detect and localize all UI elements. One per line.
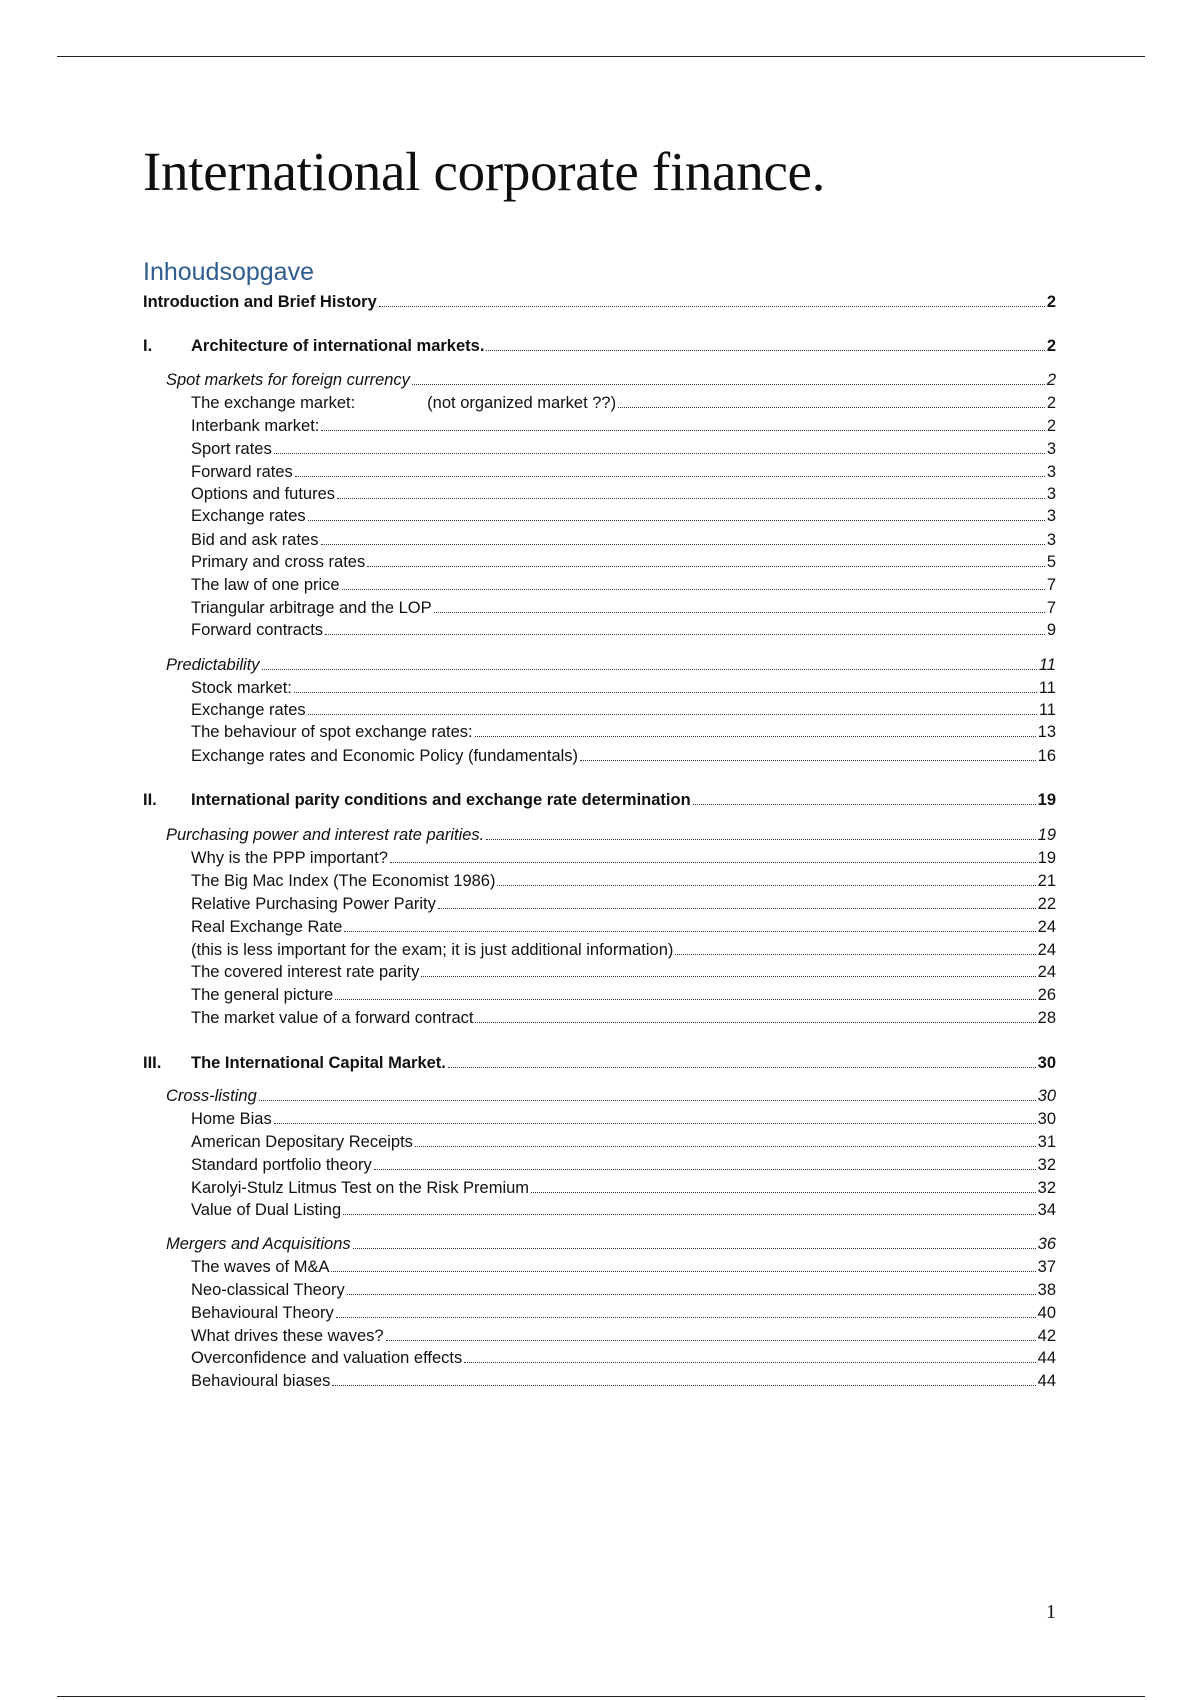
toc-leader-dots <box>367 566 1045 567</box>
toc-entry[interactable] <box>143 940 1056 960</box>
footer-rule <box>57 1696 1145 1697</box>
toc-entry[interactable] <box>143 1280 1056 1300</box>
toc-entry[interactable] <box>143 575 1056 595</box>
toc-entry[interactable] <box>143 620 1056 640</box>
toc-leader-dots <box>353 1248 1036 1249</box>
toc-leader-dots <box>675 954 1035 955</box>
toc-entry-page: 19 <box>1037 849 1056 867</box>
toc-leader-dots <box>618 407 1045 408</box>
toc-entry[interactable] <box>143 985 1056 1005</box>
toc-entry-label: Forward rates <box>191 463 293 481</box>
toc-entry-page: 44 <box>1037 1372 1056 1390</box>
toc-leader-dots <box>295 476 1045 477</box>
toc-leader-dots <box>475 736 1036 737</box>
toc-entry[interactable] <box>143 1155 1056 1175</box>
toc-entry-page: 7 <box>1046 576 1056 594</box>
toc-leader-dots <box>415 1146 1036 1147</box>
toc-entry-label: Forward contracts <box>191 621 324 639</box>
toc-entry-label: Sport rates <box>191 440 272 458</box>
toc-entry-page: 32 <box>1037 1179 1056 1197</box>
toc-entry-label: Behavioural Theory <box>191 1304 334 1322</box>
toc-entry-page: 22 <box>1037 895 1056 913</box>
toc-entry-page: 24 <box>1037 963 1056 981</box>
toc-entry-page: 2 <box>1046 293 1056 311</box>
toc-entry[interactable] <box>143 370 1056 390</box>
toc-entry[interactable] <box>143 917 1056 937</box>
toc-entry[interactable] <box>143 552 1056 572</box>
toc-entry-page: 2 <box>1046 394 1056 412</box>
toc-entry-label: Overconfidence and valuation effects <box>191 1349 463 1367</box>
toc-entry-page: 30 <box>1037 1054 1056 1072</box>
toc-entry[interactable] <box>143 336 1056 356</box>
toc-entry-page: 38 <box>1037 1281 1056 1299</box>
toc-entry[interactable] <box>143 848 1056 868</box>
toc-entry[interactable] <box>143 598 1056 618</box>
toc-leader-dots <box>335 999 1035 1000</box>
toc-entry-page: 7 <box>1046 599 1056 617</box>
toc-entry-label: Interbank market: <box>191 417 320 435</box>
toc-entry-label: Value of Dual Listing <box>191 1201 342 1219</box>
toc-leader-dots <box>343 1214 1036 1215</box>
toc-entry-page: 3 <box>1046 531 1056 549</box>
toc-leader-dots <box>438 908 1036 909</box>
toc-leader-dots <box>325 634 1045 635</box>
toc-leader-dots <box>337 498 1045 499</box>
toc-entry-label: Home Bias <box>191 1110 272 1128</box>
toc-entry-page: 3 <box>1046 440 1056 458</box>
toc-entry[interactable] <box>143 1371 1056 1391</box>
toc-entry[interactable] <box>143 746 1056 766</box>
toc-entry-label: Exchange rates <box>191 507 306 525</box>
document-title: International corporate finance. <box>143 141 826 202</box>
toc-leader-dots <box>274 453 1045 454</box>
toc-entry[interactable] <box>143 790 1056 810</box>
toc-entry[interactable] <box>143 871 1056 891</box>
toc-entry-page: 26 <box>1037 986 1056 1004</box>
toc-entry[interactable] <box>143 484 1056 504</box>
toc-entry-label: The general picture <box>191 986 334 1004</box>
toc-entry[interactable] <box>143 1326 1056 1346</box>
toc-leader-dots <box>486 350 1044 351</box>
toc-entry-page: 34 <box>1037 1201 1056 1219</box>
toc-leader-dots <box>486 839 1035 840</box>
toc-entry[interactable] <box>143 530 1056 550</box>
toc-entry-page: 16 <box>1037 747 1056 765</box>
toc-entry[interactable] <box>143 655 1056 675</box>
toc-entry-label: Cross-listing <box>166 1087 257 1105</box>
toc-entry-label: Bid and ask rates <box>191 531 319 549</box>
toc-entry[interactable] <box>143 1132 1056 1152</box>
toc-entry-label: Exchange rates <box>191 701 306 719</box>
toc-entry-label: Karolyi-Stulz Litmus Test on the Risk Premium <box>191 1179 530 1197</box>
toc-entry-label: Triangular arbitrage and the LOP <box>191 599 432 617</box>
toc-entry-label: Standard portfolio theory <box>191 1156 372 1174</box>
toc-entry-label: Neo-classical Theory <box>191 1281 345 1299</box>
toc-leader-dots <box>421 976 1035 977</box>
toc-entry[interactable] <box>143 1053 1056 1073</box>
toc-leader-dots <box>379 306 1045 307</box>
toc-entry[interactable] <box>143 722 1056 742</box>
toc-entry-label: Architecture of international markets. <box>191 337 485 355</box>
toc-entry-number: II. <box>143 791 157 809</box>
toc-entry-page: 32 <box>1037 1156 1056 1174</box>
toc-leader-dots <box>331 1271 1035 1272</box>
toc-entry-page: 40 <box>1037 1304 1056 1322</box>
toc-leader-dots <box>412 384 1045 385</box>
toc-entry[interactable] <box>143 825 1056 845</box>
toc-entry[interactable] <box>143 1200 1056 1220</box>
toc-entry-page: 11 <box>1038 656 1056 674</box>
toc-entry-label: Spot markets for foreign currency <box>166 371 410 389</box>
toc-entry-note: (not organized market ??) <box>427 394 617 412</box>
toc-leader-dots <box>262 669 1037 670</box>
toc-leader-dots <box>308 520 1045 521</box>
toc-leader-dots <box>308 714 1037 715</box>
toc-entry-page: 37 <box>1037 1258 1056 1276</box>
toc-entry-page: 11 <box>1038 701 1056 719</box>
toc-entry-page: 30 <box>1037 1087 1056 1105</box>
toc-entry[interactable] <box>143 1008 1056 1028</box>
toc-entry-label: Options and futures <box>191 485 336 503</box>
toc-entry-page: 11 <box>1038 679 1056 697</box>
toc-entry[interactable] <box>143 462 1056 482</box>
toc-entry-label: Stock market: <box>191 679 292 697</box>
toc-entry[interactable] <box>143 1257 1056 1277</box>
toc-leader-dots <box>448 1067 1036 1068</box>
toc-entry-page: 5 <box>1046 553 1056 571</box>
toc-entry-page: 19 <box>1037 791 1056 809</box>
toc-entry-page: 9 <box>1046 621 1056 639</box>
toc-entry-page: 13 <box>1037 723 1056 741</box>
toc-entry-label: The behaviour of spot exchange rates: <box>191 723 473 741</box>
toc-entry-label: The covered interest rate parity <box>191 963 420 981</box>
toc-entry[interactable] <box>143 1348 1056 1368</box>
toc-entry-label: The exchange market: <box>191 394 356 412</box>
toc-entry-page: 28 <box>1037 1009 1056 1027</box>
toc-entry-page: 2 <box>1046 371 1056 389</box>
toc-entry-label: Primary and cross rates <box>191 553 366 571</box>
toc-entry[interactable] <box>143 439 1056 459</box>
toc-entry-label: What drives these waves? <box>191 1327 384 1345</box>
toc-entry-label: Mergers and Acquisitions <box>166 1235 351 1253</box>
toc-entry[interactable] <box>143 1086 1056 1106</box>
toc-entry-page: 42 <box>1037 1327 1056 1345</box>
page-number: 1 <box>1046 1601 1056 1623</box>
toc-entry-page: 3 <box>1046 463 1056 481</box>
toc-entry-page: 2 <box>1046 417 1056 435</box>
toc-entry-page: 36 <box>1037 1235 1056 1253</box>
toc-entry-label: International parity conditions and exchange rate determination <box>191 791 691 809</box>
toc-entry-label: Predictability <box>166 656 260 674</box>
toc-leader-dots <box>347 1294 1036 1295</box>
toc-entry[interactable] <box>143 894 1056 914</box>
toc-entry-page: 3 <box>1046 507 1056 525</box>
toc-leader-dots <box>374 1169 1036 1170</box>
toc-entry-page: 21 <box>1037 872 1056 890</box>
toc-entry-page: 19 <box>1037 826 1056 844</box>
toc-entry[interactable] <box>143 416 1056 436</box>
toc-entry-number: III. <box>143 1054 162 1072</box>
toc-entry[interactable] <box>143 678 1056 698</box>
toc-entry[interactable] <box>143 1303 1056 1323</box>
toc-entry-page: 24 <box>1037 941 1056 959</box>
toc-entry-label: Why is the PPP important? <box>191 849 388 867</box>
toc-entry-label: The International Capital Market. <box>191 1054 446 1072</box>
toc-leader-dots <box>259 1100 1036 1101</box>
toc-entry-label: Relative Purchasing Power Parity <box>191 895 436 913</box>
toc-leader-dots <box>693 804 1036 805</box>
toc-entry-page: 3 <box>1046 485 1056 503</box>
toc-entry-label: Behavioural biases <box>191 1372 331 1390</box>
toc-entry[interactable] <box>143 962 1056 982</box>
toc-entry[interactable] <box>143 1178 1056 1198</box>
toc-entry-label: The Big Mac Index (The Economist 1986) <box>191 872 496 890</box>
toc-leader-dots <box>342 589 1045 590</box>
toc-entry-page: 31 <box>1037 1133 1056 1151</box>
toc-entry[interactable] <box>143 700 1056 720</box>
toc-entry[interactable] <box>143 292 1056 312</box>
toc-entry-label: American Depositary Receipts <box>191 1133 413 1151</box>
toc-entry[interactable] <box>143 1109 1056 1129</box>
toc-entry[interactable] <box>143 1234 1056 1254</box>
toc-leader-dots <box>336 1317 1036 1318</box>
toc-entry[interactable] <box>143 506 1056 526</box>
toc-entry-label: Real Exchange Rate <box>191 918 343 936</box>
toc-leader-dots <box>390 862 1036 863</box>
toc-entry-number: I. <box>143 337 153 355</box>
toc-heading: Inhoudsopgave <box>143 258 314 286</box>
toc-leader-dots <box>475 1022 1035 1023</box>
toc-leader-dots <box>497 885 1035 886</box>
toc-entry-label: (this is less important for the exam; it is just additional information) <box>191 941 674 959</box>
toc-entry-page: 30 <box>1037 1110 1056 1128</box>
toc-entry-label: The waves of M&A <box>191 1258 330 1276</box>
toc-entry-label: The law of one price <box>191 576 340 594</box>
toc-leader-dots <box>321 430 1044 431</box>
toc-entry-label: The market value of a forward contract <box>191 1009 474 1027</box>
toc-entry-page: 24 <box>1037 918 1056 936</box>
toc-leader-dots <box>580 760 1036 761</box>
toc-leader-dots <box>274 1123 1036 1124</box>
toc-entry-page: 2 <box>1046 337 1056 355</box>
table-of-contents <box>143 0 1056 1700</box>
toc-leader-dots <box>332 1385 1035 1386</box>
toc-entry-label: Purchasing power and interest rate parities. <box>166 826 485 844</box>
toc-entry[interactable] <box>143 393 1056 413</box>
toc-leader-dots <box>434 612 1045 613</box>
toc-leader-dots <box>531 1192 1036 1193</box>
toc-entry-label: Introduction and Brief History <box>143 293 377 311</box>
toc-entry-label: Exchange rates and Economic Policy (fundamentals) <box>191 747 579 765</box>
toc-leader-dots <box>386 1340 1036 1341</box>
toc-entry-page: 44 <box>1037 1349 1056 1367</box>
toc-leader-dots <box>344 931 1035 932</box>
toc-leader-dots <box>321 544 1045 545</box>
toc-leader-dots <box>464 1362 1035 1363</box>
toc-leader-dots <box>294 692 1037 693</box>
